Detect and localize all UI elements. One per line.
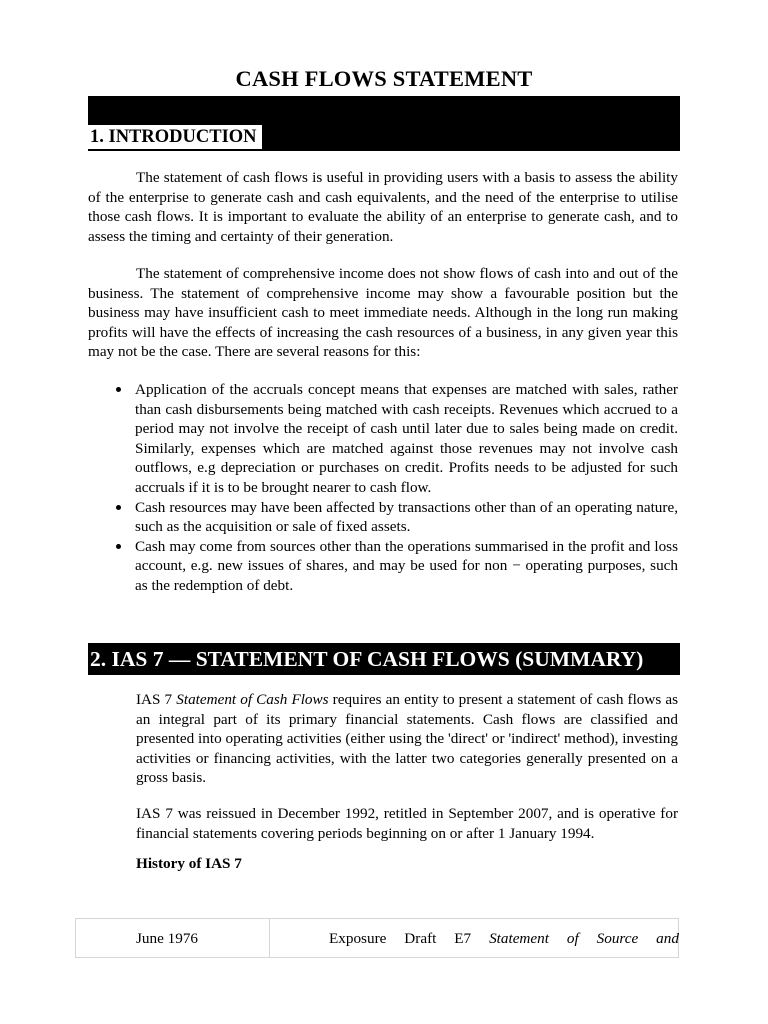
section-2-heading: 2. IAS 7 — STATEMENT OF CASH FLOWS (SUMMARY) (88, 643, 680, 675)
list-item-text: Cash resources may have been affected by transactions other than of an operating nature, such as the acquisition or sale of fixed assets. (135, 498, 678, 536)
intro-paragraph-2: The statement of comprehensive income does not show flows of cash into and out of the business. The statement of comprehensive income may show a favourable position but the business may have insufficient cash to meet immediate needs. Although in the long run making profits will have the effects of increasing the cash resources of a business, in any given year this may not be the case. There are several reasons for this: (88, 265, 678, 361)
ias7-prefix: IAS 7 (136, 691, 177, 708)
list-item-text: Cash may come from sources other than the operations summarised in the profit and loss account, e.g. new issues of shares, and may be used for non − operating purposes, such as the redemption of debt. (135, 537, 678, 594)
bullet-icon (116, 505, 121, 510)
history-title: History of IAS 7 (136, 855, 242, 872)
bullet-icon (116, 387, 121, 392)
desc-word: Exposure (329, 930, 387, 947)
desc-italic-word: Statement (489, 930, 549, 947)
list-item (88, 537, 678, 596)
desc-word: Draft (404, 930, 437, 947)
section-1-heading-bar (88, 96, 680, 151)
history-table (75, 918, 679, 958)
ias7-paragraph-2: IAS 7 was reissued in December 1992, retitled in September 2007, and is operative for financial statements covering periods beginning on or after 1 January 1994. (136, 805, 678, 842)
ias7-italic-title: Statement of Cash Flows (176, 691, 329, 708)
desc-italic-word: Source (596, 930, 639, 947)
ias7-paragraph-1 (136, 690, 678, 788)
desc-italic-word: of (566, 930, 579, 947)
history-description-cell (329, 929, 679, 949)
desc-word: E7 (454, 930, 472, 947)
document-title: CASH FLOWS STATEMENT (235, 66, 533, 91)
history-date-cell: June 1976 (136, 930, 199, 947)
ias7-rest: requires an entity to present a statement of cash flows as an integral part of its primary financial statements. Cash flows are classified and presented into operating activities (either using the 'direct' or 'indirect' method), investing activities or financing activities, with the latter two categories generally presented on a gross basis. (136, 691, 679, 787)
section-1-heading: 1. INTRODUCTION (88, 125, 262, 149)
table-border-left (75, 919, 76, 957)
table-column-divider (269, 919, 270, 957)
intro-paragraph-1: The statement of cash flows is useful in providing users with a basis to assess the ability of the enterprise to generate cash and cash equivalents, and the need of the enterprise to utilise those cash flows. It is important to evaluate the ability of an enterprise to generate cash, and to assess the timing and certainty of their generation. (88, 169, 678, 245)
reasons-list (88, 380, 678, 596)
list-item (88, 498, 678, 537)
desc-italic-word: and (656, 930, 679, 947)
bullet-icon (116, 544, 121, 549)
list-item (88, 380, 678, 498)
list-item-text: Application of the accruals concept means that expenses are matched with sales, rather than cash disbursements being matched with cash receipts. Revenues which accrued to a period may not involve the receipt of cash until later due to sales being made on credit. Similarly, expenses which are matched against those revenues may not involve cash outflows, e.g depreciation or purchases on credit. Profits needs to be adjusted for such accruals if it is to be brought nearer to cash flow. (135, 381, 678, 496)
